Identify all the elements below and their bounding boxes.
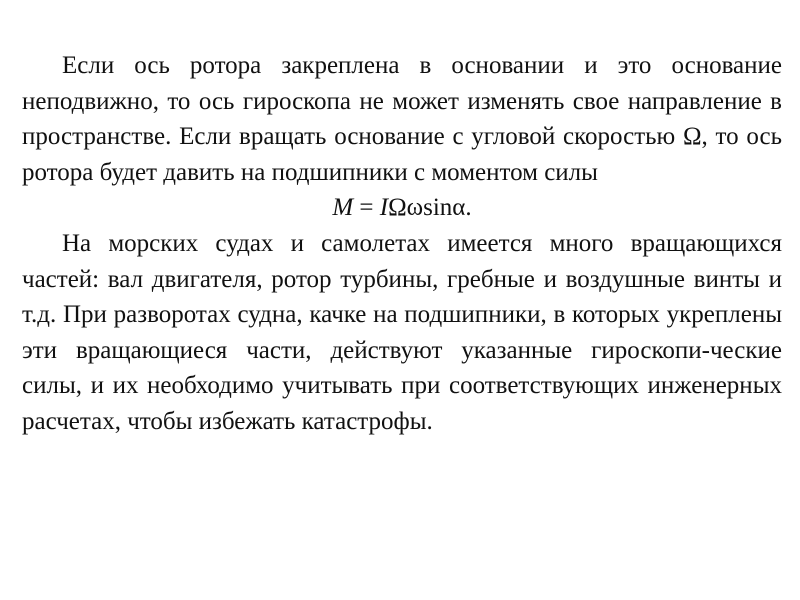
document-page — [22, 48, 782, 440]
formula-moment-symbol: M — [332, 194, 354, 222]
formula-inertia-symbol: I — [379, 194, 389, 222]
paragraph-ships-aircraft: На морских судах и самолетах имеется много вращающихся частей: вал двигателя, ротор турбины, гребные и воздушные винты и т.д. При разворотах судна, качке на подшипники, в которых укреплены эти вращающиеся части, действуют указанные гироскопи-ческие силы, и их необходимо учитывать при соответствующих инженерных расчетах, чтобы избежать катастрофы. — [22, 229, 782, 435]
formula-rest: Ωωsinα. — [388, 194, 472, 222]
torque-formula — [22, 190, 782, 226]
formula-equals-sign: = — [353, 194, 380, 222]
paragraph-gyroscope-axis: Если ось ротора закреплена в основании и это основание неподвижно, то ось гироскопа не может изменять свое направление в пространстве. Если вращать основание с угловой скоростью Ω, то ось ротора будет давить на подшипники с моментом силы — [22, 52, 782, 186]
